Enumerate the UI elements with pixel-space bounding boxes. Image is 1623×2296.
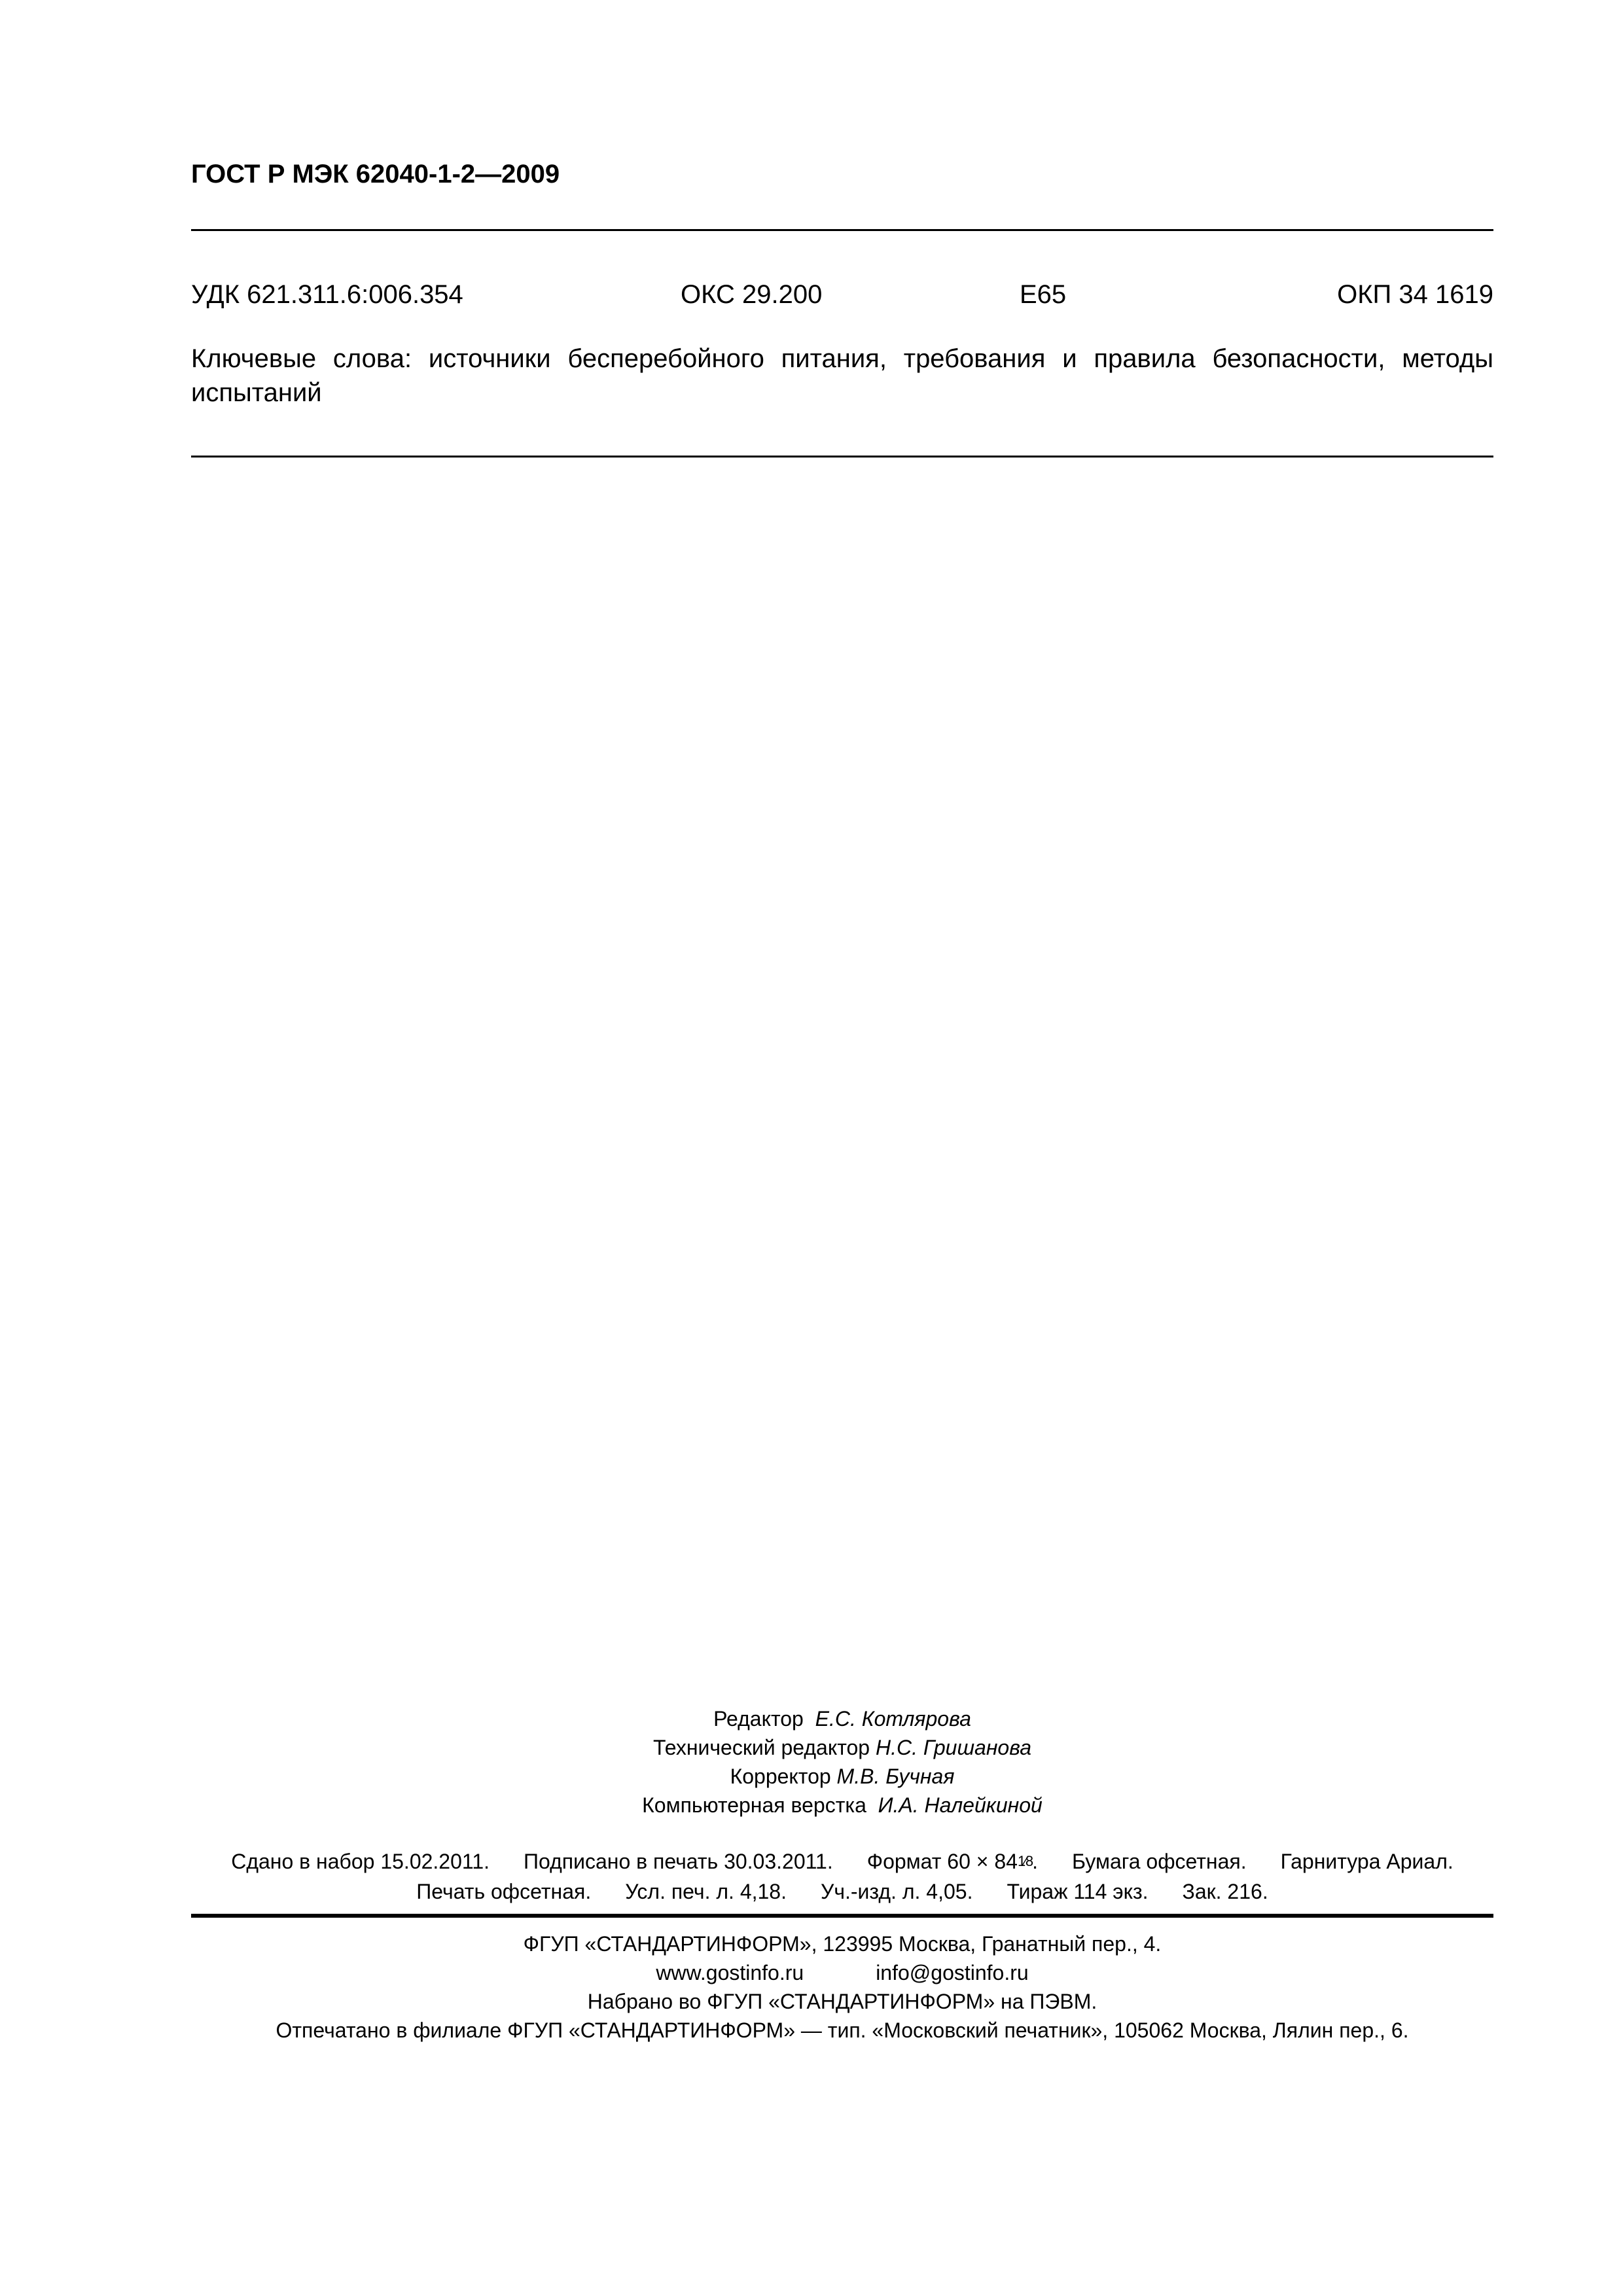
oks-code: ОКС 29.200: [681, 280, 823, 309]
email-link[interactable]: info@gostinfo.ru: [876, 1961, 1029, 1984]
editor-line: [191, 1704, 1493, 1733]
layout-name: И.А. Налейкиной: [878, 1793, 1043, 1817]
publication-line-2: [191, 1880, 1493, 1904]
editor-name: Е.С. Котлярова: [815, 1707, 971, 1731]
editor-label: Редактор: [713, 1707, 804, 1731]
circulation: Тираж 114 экз.: [1007, 1880, 1149, 1903]
printer-block: [191, 1929, 1493, 2045]
layout-line: [191, 1791, 1493, 1820]
contacts-line: [191, 1958, 1493, 1987]
layout-label: Компьютерная верстка: [642, 1793, 866, 1817]
corrector-label: Корректор: [730, 1765, 831, 1788]
paper-format: Формат 60 × 841⁄8.: [866, 1850, 1038, 1873]
submitted-date: Сдано в набор 15.02.2011.: [231, 1850, 490, 1873]
paper-type: Бумага офсетная.: [1072, 1850, 1247, 1873]
typeset-note: Набрано во ФГУП «СТАНДАРТИНФОРМ» на ПЭВМ.: [587, 1990, 1097, 2013]
group-code: Е65: [1020, 280, 1067, 309]
keywords-divider: [191, 456, 1493, 457]
website-link[interactable]: www.gostinfo.ru: [656, 1961, 804, 1984]
imprint-divider: [191, 1914, 1493, 1918]
format-fraction: 1⁄8: [1017, 1853, 1033, 1869]
tech-editor-name: Н.С. Гришанова: [875, 1736, 1032, 1759]
tech-editor-label: Технический редактор: [652, 1736, 870, 1759]
corrector-line: [191, 1762, 1493, 1791]
tech-editor-line: [191, 1733, 1493, 1762]
print-type: Печать офсетная.: [416, 1880, 592, 1903]
order-number: Зак. 216.: [1182, 1880, 1268, 1903]
header-divider: [191, 229, 1493, 231]
corrector-name: М.В. Бучная: [836, 1765, 955, 1788]
print-sheets: Усл. печ. л. 4,18.: [625, 1880, 787, 1903]
okp-code: ОКП 34 1619: [1337, 280, 1493, 309]
publication-line-1: [191, 1850, 1493, 1874]
font-type: Гарнитура Ариал.: [1280, 1850, 1454, 1873]
standard-code: ГОСТ Р МЭК 62040-1-2—2009: [191, 160, 560, 188]
keywords: Ключевые слова: источники бесперебойного питания, требования и правила безопасности, методы испытаний: [191, 344, 1493, 407]
signed-date: Подписано в печать 30.03.2011.: [524, 1850, 833, 1873]
classification-row: [191, 280, 1493, 313]
publisher-address: ФГУП «СТАНДАРТИНФОРМ», 123995 Москва, Гранатный пер., 4.: [523, 1932, 1162, 1956]
pub-sheets: Уч.-изд. л. 4,05.: [820, 1880, 973, 1903]
udk-code: УДК 621.311.6:006.354: [191, 280, 463, 309]
printed-note: Отпечатано в филиале ФГУП «СТАНДАРТИНФОРМ» — тип. «Московский печатник», 105062 Москва, Лялин пер., 6.: [276, 2018, 1409, 2042]
credits-block: [191, 1704, 1493, 1820]
